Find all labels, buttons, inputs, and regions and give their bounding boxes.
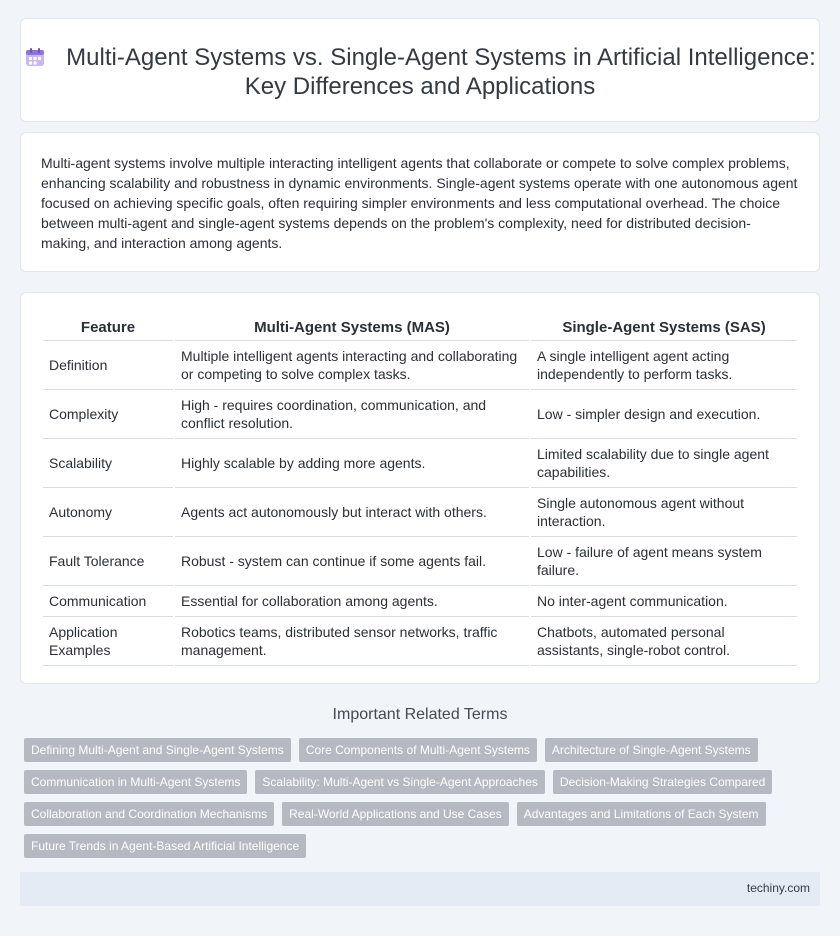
table-row [43, 617, 797, 666]
sas-cell: No inter-agent communication. [531, 586, 797, 617]
comparison-card [20, 292, 820, 684]
related-term-tag[interactable]: Future Trends in Agent-Based Artificial Intelligence [24, 834, 306, 858]
related-terms-list [24, 738, 804, 858]
column-header-feature: Feature [43, 315, 173, 341]
feature-cell: Autonomy [43, 488, 173, 537]
feature-cell: Communication [43, 586, 173, 617]
column-header-sas: Single-Agent Systems (SAS) [531, 315, 797, 341]
sas-cell: Limited scalability due to single agent capabilities. [531, 439, 797, 488]
sas-cell: Low - failure of agent means system failure. [531, 537, 797, 586]
table-row [43, 586, 797, 617]
mas-cell: Essential for collaboration among agents. [175, 586, 529, 617]
related-term-tag[interactable]: Scalability: Multi-Agent vs Single-Agent Approaches [255, 770, 544, 794]
related-term-tag[interactable]: Communication in Multi-Agent Systems [24, 770, 247, 794]
related-term-tag[interactable]: Collaboration and Coordination Mechanisms [24, 802, 274, 826]
site-link[interactable]: techiny.com [746, 881, 810, 895]
related-term-tag[interactable]: Defining Multi-Agent and Single-Agent Systems [24, 738, 291, 762]
feature-cell: Fault Tolerance [43, 537, 173, 586]
table-row [43, 488, 797, 537]
mas-cell: High - requires coordination, communication, and conflict resolution. [175, 390, 529, 439]
related-term-tag[interactable]: Decision-Making Strategies Compared [553, 770, 772, 794]
mas-cell: Multiple intelligent agents interacting and collaborating or competing to solve complex tasks. [175, 341, 529, 390]
intro-card [20, 132, 820, 272]
mas-cell: Agents act autonomously but interact with others. [175, 488, 529, 537]
feature-cell: Definition [43, 341, 173, 390]
related-term-tag[interactable]: Real-World Applications and Use Cases [282, 802, 509, 826]
related-term-tag[interactable]: Core Components of Multi-Agent Systems [299, 738, 537, 762]
mas-cell: Robotics teams, distributed sensor networks, traffic management. [175, 617, 529, 666]
related-terms-heading: Important Related Terms [332, 706, 508, 723]
feature-cell: Scalability [43, 439, 173, 488]
mas-cell: Robust - system can continue if some agents fail. [175, 537, 529, 586]
sas-cell: Low - simpler design and execution. [531, 390, 797, 439]
page-title: Multi-Agent Systems vs. Single-Agent Systems in Artificial Intelligence: Key Differences and Applications [66, 44, 816, 100]
table-header-row [43, 315, 797, 341]
table-row [43, 537, 797, 586]
intro-paragraph: Multi-agent systems involve multiple interacting intelligent agents that collaborate or compete to solve complex problems, enhancing scalability and robustness in dynamic environments. Single-agent systems operate with one autonomous agent focused on achieving specific goals, often requiring simpler environments and less computational overhead. The choice between multi-agent and single-agent systems depends on the problem's complexity, need for distributed decision-making, and interaction among agents. [41, 155, 798, 251]
table-row [43, 341, 797, 390]
sas-cell: Single autonomous agent without interaction. [531, 488, 797, 537]
calendar-icon [24, 46, 46, 68]
related-term-tag[interactable]: Advantages and Limitations of Each System [517, 802, 766, 826]
table-row [43, 390, 797, 439]
page-title-row [21, 43, 819, 101]
title-card [20, 18, 820, 122]
sas-cell: A single intelligent agent acting independently to perform tasks. [531, 341, 797, 390]
related-term-tag[interactable]: Architecture of Single-Agent Systems [545, 738, 758, 762]
sas-cell: Chatbots, automated personal assistants, single-robot control. [531, 617, 797, 666]
mas-cell: Highly scalable by adding more agents. [175, 439, 529, 488]
footer-bar [20, 872, 820, 906]
table-row [43, 439, 797, 488]
feature-cell: Complexity [43, 390, 173, 439]
comparison-table [41, 315, 799, 666]
column-header-mas: Multi-Agent Systems (MAS) [175, 315, 529, 341]
feature-cell: Application Examples [43, 617, 173, 666]
